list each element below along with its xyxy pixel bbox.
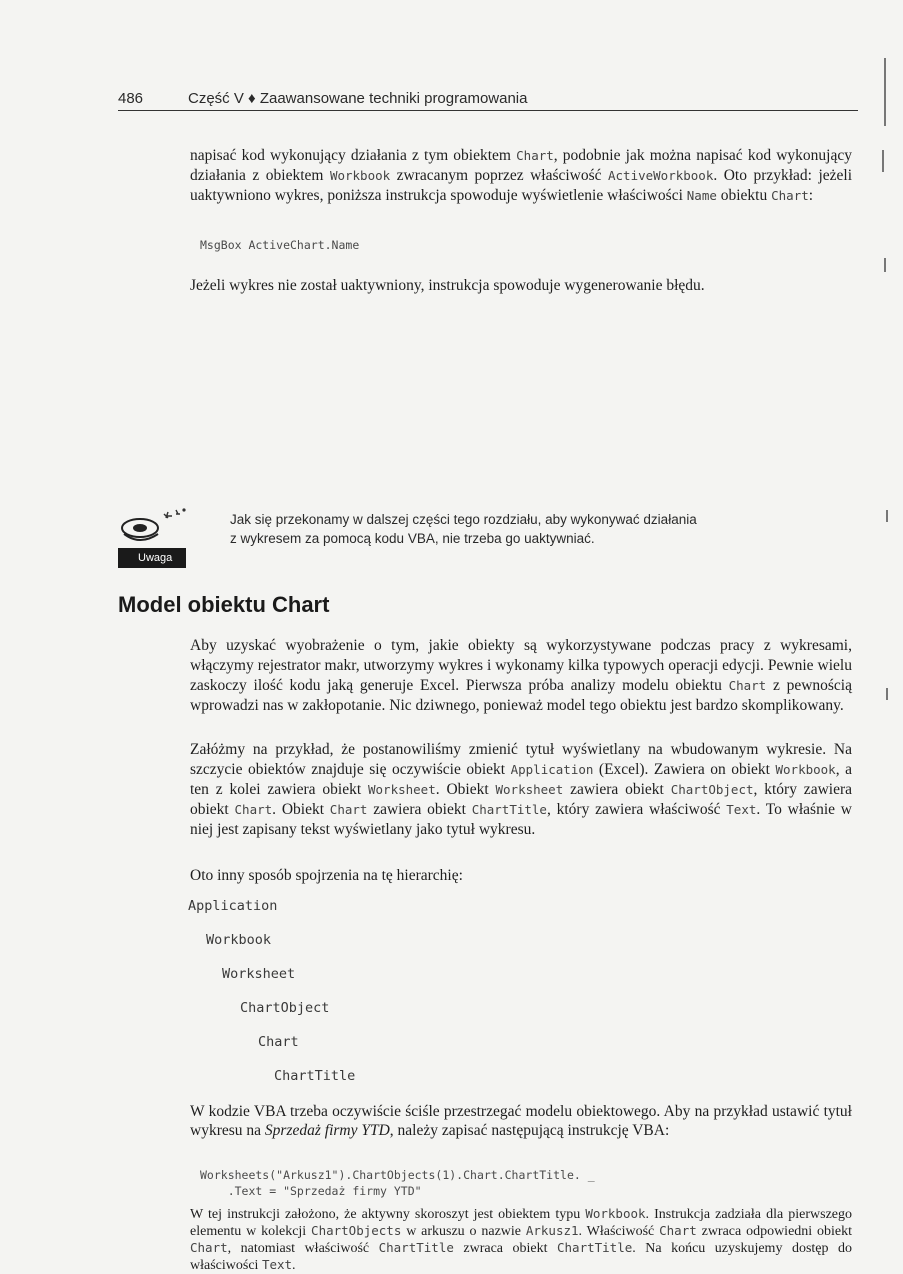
paragraph-explanation: W tej instrukcji założono, że aktywny skoroszyt jest obiektem typu Workbook. Instrukcja zadziała dla pierwszego elementu w kolekcji ChartObjects w arkuszu o nazwie Arkusz1. Właściwość Chart zwraca odpowiedni obiekt Chart, natomiast właściwość ChartTitle zwraca obiekt ChartTitle. Na końcu uzyskujemy dostęp do właściwości Text. (190, 1206, 853, 1273)
code-charttitle-line1: Worksheets("Arkusz1").ChartObjects(1).Chart.ChartTitle. _ (200, 1168, 595, 1182)
note-text: Jak się przekonamy w dalszej części tego rozdziału, aby wykonywać działania z wykresem za pomocą kodu VBA, nie trzeba go uaktywniać. (230, 512, 697, 546)
hierarchy-item: Worksheet (222, 966, 296, 982)
code-msgbox: MsgBox ActiveChart.Name (200, 238, 360, 252)
hierarchy-item: Workbook (206, 932, 272, 948)
hierarchy-item: ChartObject (240, 1000, 330, 1016)
note-badge: Uwaga (118, 548, 186, 568)
note-spinner-icon (118, 504, 196, 550)
paragraph-title-example: Załóżmy na przykład, że postanowiliśmy zmienić tytuł wyświetlany na wbudowanym wykresie. Na szczycie obiektów znajduje się oczywiście obiekt Application (Excel). Zawiera on obiekt Workbook, a ten z kolei zawiera obiekt Worksheet. Obiekt Worksheet zawiera obiekt ChartObject, który zawiera obiekt Chart. Obiekt Chart zawiera obiekt ChartTitle, który zawiera właściwość Text. To właśnie w niej jest zapisany tekst wyświetlany jako tytuł wykresu. (190, 741, 852, 838)
section-title: Model obiektu Chart (118, 592, 330, 617)
paragraph-hierarchy-intro: Oto inny sposób spojrzenia na tę hierarchię: (190, 867, 463, 884)
page-number: 486 (118, 90, 144, 107)
hierarchy-item: Chart (258, 1034, 299, 1050)
running-title: Część V ♦ Zaawansowane techniki programowania (188, 90, 528, 107)
margin-mark (886, 510, 888, 522)
margin-mark (886, 688, 888, 700)
hierarchy-item: ChartTitle (274, 1068, 356, 1084)
page-header (118, 90, 858, 112)
margin-mark (882, 150, 884, 172)
paragraph-model-intro: Aby uzyskać wyobrażenie o tym, jakie obiekty są wykorzystywane podczas pracy z wykresami, włączymy rejestrator makr, utworzymy wykres i wykonamy kilka typowych operacji edycji. Pewnie wielu zaskoczy ilość kodu jaką generuje Excel. Pierwsza próba analizy modelu obiektu Chart z pewnością wprowadzi nas w zakłopotanie. Nic dziwnego, ponieważ model tego obiektu jest bardzo skomplikowany. (190, 637, 852, 714)
note-icon (118, 504, 196, 568)
margin-mark (884, 258, 886, 272)
hierarchy-item: Application (188, 898, 278, 914)
paragraph-vba-model: W kodzie VBA trzeba oczywiście ściśle przestrzegać modelu obiektowego. Aby na przykład ustawić tytuł wykresu na Sprzedaż firmy YTD, należy zapisać następującą instrukcję VBA: (190, 1103, 852, 1139)
margin-mark (884, 58, 886, 126)
header-rule (118, 110, 858, 111)
paragraph-intro: napisać kod wykonujący działania z tym obiektem Chart, podobnie jak można napisać kod wykonujący działania z obiektem Workbook zwracanym poprzez właściwość ActiveWorkbook. Oto przykład: jeżeli uaktywniono wykres, poniższa instrukcja spowoduje wyświetlenie właściwości Name obiektu Chart: (190, 147, 853, 204)
code-charttitle-line2: .Text = "Sprzedaż firmy YTD" (200, 1184, 422, 1198)
paragraph-error: Jeżeli wykres nie został uaktywniony, instrukcja spowoduje wygenerowanie błędu. (190, 277, 705, 294)
